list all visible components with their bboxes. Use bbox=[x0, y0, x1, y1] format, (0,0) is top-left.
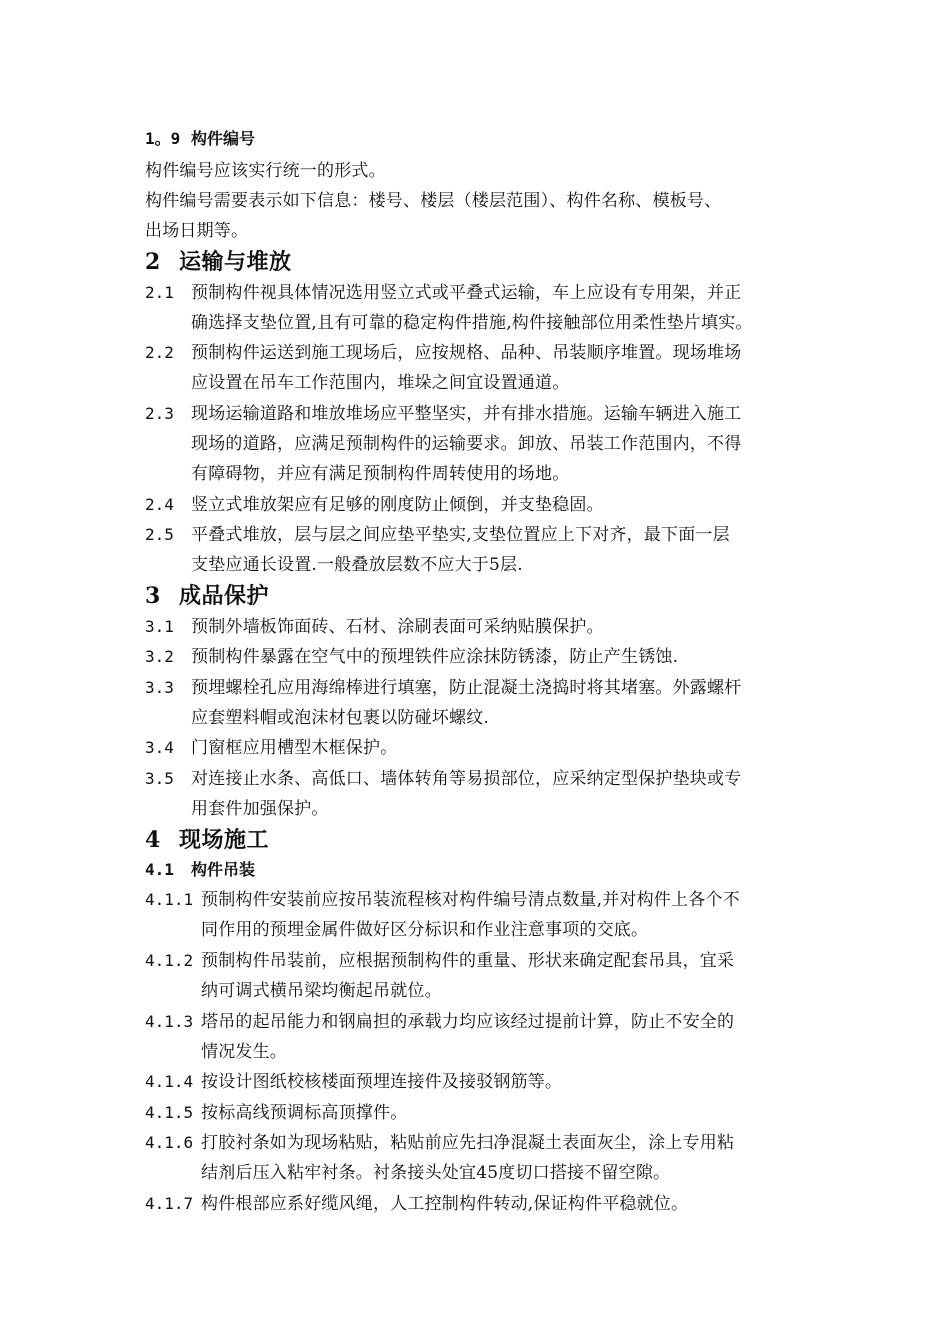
item-number: 4.1.4 bbox=[145, 1072, 194, 1091]
list-item-4-1-4 bbox=[145, 1071, 562, 1093]
paragraph: 构件编号需要表示如下信息：楼号、楼层（楼层范围）、构件名称、模板号、 bbox=[145, 191, 722, 211]
section-title: 现场施工 bbox=[179, 828, 270, 853]
item-number: 4.1.6 bbox=[145, 1133, 194, 1152]
section-number: 3 bbox=[145, 583, 161, 609]
item-text-continued: 同作用的预埋金属件做好区分标识和作业注意事项的交底。 bbox=[201, 920, 649, 940]
item-number: 3.4 bbox=[145, 738, 174, 757]
subsection-title: 构件吊装 bbox=[191, 860, 256, 879]
item-text-continued: 用套件加强保护。 bbox=[191, 799, 329, 819]
section-title: 构件编号 bbox=[191, 129, 256, 148]
item-text-continued: 应设置在吊车工作范围内，堆垛之间宜设置通道。 bbox=[191, 373, 570, 393]
list-item-3-1 bbox=[145, 616, 604, 638]
list-item-3-3 bbox=[145, 677, 741, 699]
item-text: 预制构件安装前应按吊装流程核对构件编号清点数量,并对构件上各个不 bbox=[201, 890, 740, 910]
item-text-continued: 应套塑料帽或泡沫材包裹以防碰坏螺纹. bbox=[191, 708, 490, 728]
item-text: 竖立式堆放架应有足够的刚度防止倾倒，并支垫稳固。 bbox=[191, 495, 604, 515]
list-item-3-5 bbox=[145, 768, 741, 790]
item-number: 2.3 bbox=[145, 404, 174, 423]
item-text: 对连接止水条、高低口、墙体转角等易损部位，应采纳定型保护垫块或专 bbox=[191, 769, 742, 789]
item-text: 打胶衬条如为现场粘贴，粘贴前应先扫净混凝土表面灰尘，涂上专用粘 bbox=[201, 1133, 735, 1153]
subsection-number: 4.1 bbox=[145, 860, 174, 879]
item-number: 4.1.2 bbox=[145, 951, 194, 970]
item-number: 4.1.7 bbox=[145, 1194, 194, 1213]
item-text-continued: 现场的道路，应满足预制构件的运输要求。卸放、吊装工作范围内，不得 bbox=[191, 434, 742, 454]
item-text: 按设计图纸校核楼面预埋连接件及接驳钢筋等。 bbox=[201, 1072, 563, 1092]
item-text: 塔吊的起吊能力和钢扁担的承载力均应该经过提前计算，防止不安全的 bbox=[201, 1012, 735, 1032]
list-item-2-2 bbox=[145, 342, 741, 364]
section-number: 4 bbox=[145, 827, 161, 853]
item-text-continued: 纳可调式横吊梁均衡起吊就位。 bbox=[201, 981, 442, 1001]
item-text: 预制构件暴露在空气中的预埋铁件应涂抹防锈漆，防止产生锈蚀. bbox=[191, 647, 679, 667]
section-4-heading bbox=[145, 826, 269, 855]
item-number: 2.5 bbox=[145, 525, 174, 544]
section-3-heading bbox=[145, 582, 269, 611]
item-text: 预埋螺栓孔应用海绵棒进行填塞，防止混凝土浇捣时将其堵塞。外露螺杆 bbox=[191, 678, 742, 698]
item-text: 现场运输道路和堆放堆场应平整坚实，并有排水措施。运输车辆进入施工 bbox=[191, 404, 742, 424]
item-number: 2.1 bbox=[145, 283, 174, 302]
list-item-2-3 bbox=[145, 403, 741, 425]
section-1-9-heading bbox=[145, 128, 255, 150]
section-title: 成品保护 bbox=[179, 584, 270, 609]
item-text: 按标高线预调标高顶撑件。 bbox=[201, 1103, 408, 1123]
list-item-2-5 bbox=[145, 524, 730, 546]
item-number: 3.1 bbox=[145, 617, 174, 636]
list-item-2-4 bbox=[145, 494, 604, 516]
section-title: 运输与堆放 bbox=[179, 250, 292, 275]
list-item-3-4 bbox=[145, 737, 397, 759]
item-number: 3.3 bbox=[145, 678, 174, 697]
section-number: 2 bbox=[145, 249, 161, 275]
item-text-continued: 支垫应通长设置.一般叠放层数不应大于5层. bbox=[191, 555, 523, 575]
item-text: 构件根部应系好缆风绳，人工控制构件转动,保证构件平稳就位。 bbox=[201, 1194, 689, 1214]
item-text: 门窗框应用槽型木框保护。 bbox=[191, 738, 398, 758]
item-number: 2.2 bbox=[145, 343, 174, 362]
section-2-heading bbox=[145, 248, 292, 277]
paragraph: 构件编号应该实行统一的形式。 bbox=[145, 161, 386, 181]
item-number: 4.1.3 bbox=[145, 1012, 194, 1031]
paragraph: 出场日期等。 bbox=[145, 221, 249, 241]
item-number: 3.2 bbox=[145, 647, 174, 666]
item-text-continued: 结剂后压入粘牢衬条。衬条接头处宜45度切口搭接不留空隙。 bbox=[201, 1163, 671, 1183]
item-text: 预制构件运送到施工现场后，应按规格、品种、吊装顺序堆置。现场堆场 bbox=[191, 343, 742, 363]
list-item-3-2 bbox=[145, 646, 678, 668]
item-text: 预制构件视具体情况选用竖立式或平叠式运输，车上应设有专用架，并正 bbox=[191, 283, 742, 303]
item-number: 2.4 bbox=[145, 495, 174, 514]
list-item-4-1-7 bbox=[145, 1193, 688, 1215]
list-item-4-1-6 bbox=[145, 1132, 734, 1154]
list-item-4-1-3 bbox=[145, 1011, 734, 1033]
item-text: 预制外墙板饰面砖、石材、涂刷表面可采纳贴膜保护。 bbox=[191, 617, 604, 637]
item-text: 平叠式堆放，层与层之间应垫平垫实,支垫位置应上下对齐，最下面一层 bbox=[191, 525, 730, 545]
item-number: 4.1.5 bbox=[145, 1103, 194, 1122]
list-item-4-1-2 bbox=[145, 950, 734, 972]
item-text: 预制构件吊装前，应根据预制构件的重量、形状来确定配套吊具，宜采 bbox=[201, 951, 735, 971]
section-number: 1。9 bbox=[145, 129, 181, 148]
list-item-4-1-1 bbox=[145, 889, 740, 911]
subsection-4-1-heading bbox=[145, 859, 255, 881]
list-item-2-1 bbox=[145, 282, 741, 304]
item-text-continued: 情况发生。 bbox=[201, 1042, 287, 1062]
item-text-continued: 有障碍物，并应有满足预制构件周转使用的场地。 bbox=[191, 464, 570, 484]
item-number: 4.1.1 bbox=[145, 890, 194, 909]
list-item-4-1-5 bbox=[145, 1102, 407, 1124]
item-number: 3.5 bbox=[145, 769, 174, 788]
item-text-continued: 确选择支垫位置,且有可靠的稳定构件措施,构件接触部位用柔性垫片填实。 bbox=[191, 313, 753, 333]
